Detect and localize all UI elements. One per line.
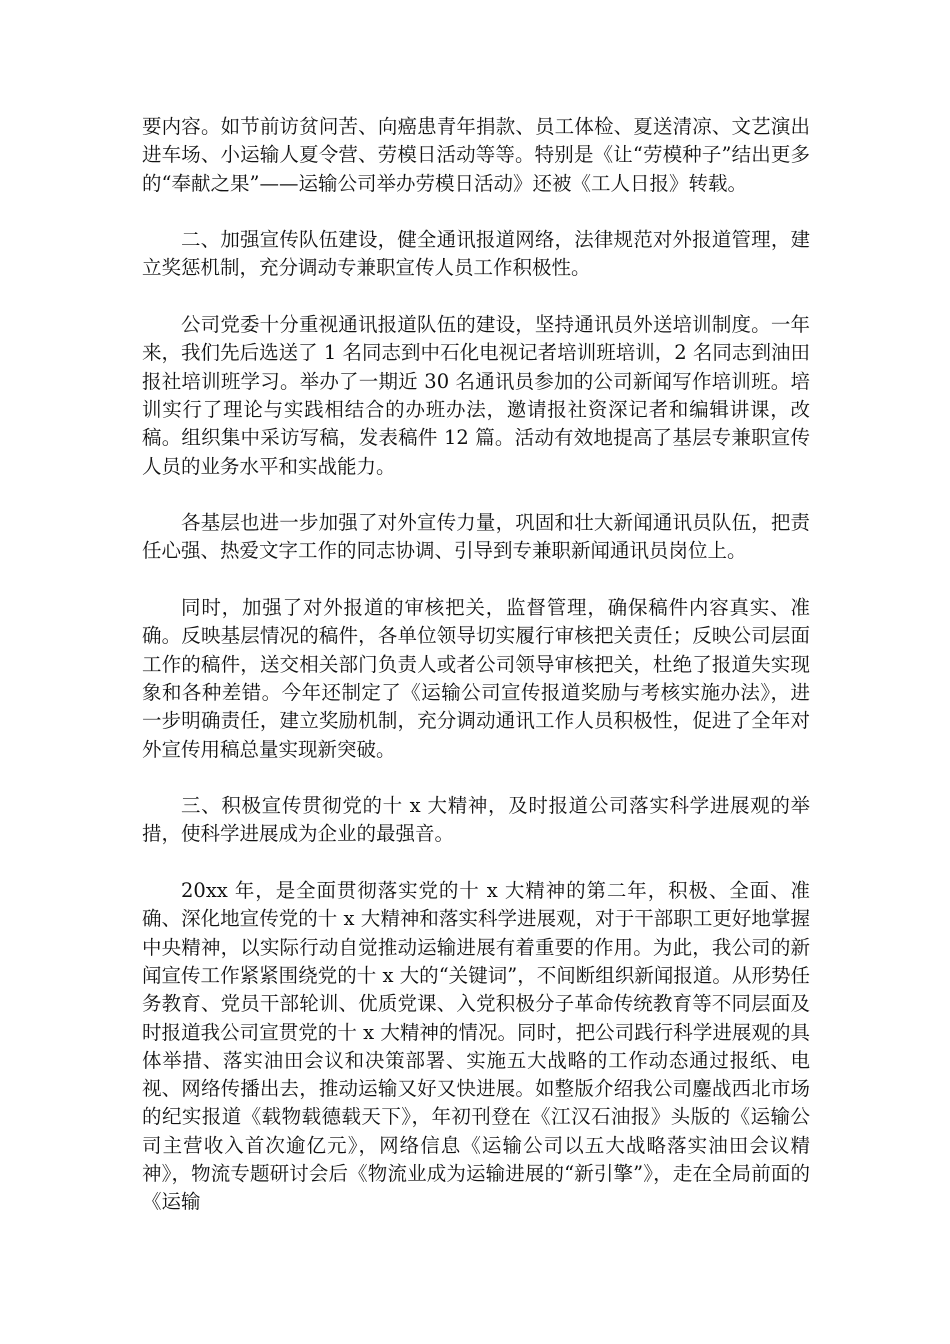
paragraph-grassroots: 各基层也进一步加强了对外宣传力量，巩固和壮大新闻通讯员队伍，把责任心强、热爱文字工作的同志协调、引导到专兼职新闻通讯员岗位上。 bbox=[142, 511, 810, 563]
paragraph-gap bbox=[142, 764, 810, 792]
section-heading-3: 三、积极宣传贯彻党的十 x 大精神，及时报道公司落实科学进展观的举措，使科学进展成为企业的最强音。 bbox=[142, 794, 810, 846]
paragraph-gap bbox=[142, 198, 810, 226]
paragraph-review: 同时，加强了对外报道的审核把关，监督管理，确保稿件内容真实、准确。反映基层情况的稿件，各单位领导切实履行审核把关责任；反映公司层面工作的稿件，送交相关部门负责人或者公司领导审核把关，杜绝了报道失实现象和各种差错。今年还制定了《运输公司宣传报道奖励与考核实施办法》，进一步明确责任，建立奖励机制，充分调动通讯工作人员积极性，促进了全年对外宣传用稿总量实现新突破。 bbox=[142, 596, 810, 761]
paragraph-training: 公司党委十分重视通讯报道队伍的建设，坚持通讯员外送培训制度。一年来，我们先后选送了 1 名同志到中石化电视记者培训班培训，2 名同志到油田报社培训班学习。举办了一期近 30 名通讯员参加的公司新闻写作培训班。培训实行了理论与实践相结合的办班办法，邀请报社资深记者和编辑讲课，改稿。组织集中采访写稿，发表稿件 12 篇。活动有效地提高了基层专兼职宣传人员的业务水平和实战能力。 bbox=[142, 313, 810, 478]
paragraph-spirit: 20xx 年，是全面贯彻落实党的十 x 大精神的第二年，积极、全面、准确、深化地宣传党的十 x 大精神和落实科学进展观，对于干部职工更好地掌握中央精神，以实际行动自觉推动运输进展有着重要的作用。为此，我公司的新闻宣传工作紧紧围绕党的十 x 大的“关键词”，不间断组织新闻报道。从形势任务教育、党员干部轮训、优质党课、入党积极分子革命传统教育等不同层面及时报道我公司宣贯党的十 x 大精神的情况。同时，把公司践行科学进展观的具体举措、落实油田会议和决策部署、实施五大战略的工作动态通过报纸、电视、网络传播出去，推动运输又好又快进展。如整版介绍我公司鏖战西北市场的纪实报道《载物载德载天下》，年初刊登在《江汉石油报》头版的《运输公司主营收入首次逾亿元》，网络信息《运输公司以五大战略落实油田会议精神》，物流专题研讨会后《物流业成为运输进展的“新引擎”》，走在全局前面的《运输 bbox=[142, 879, 810, 1214]
paragraph-gap bbox=[142, 481, 810, 509]
document-page bbox=[142, 113, 810, 1217]
section-heading-2: 二、加强宣传队伍建设，健全通讯报道网络，法律规范对外报道管理，建立奖惩机制，充分调动专兼职宣传人员工作积极性。 bbox=[142, 228, 810, 280]
paragraph-continuation: 要内容。如节前访贫问苦、向癌患青年捐款、员工体检、夏送清凉、文艺演出进车场、小运输人夏令营、劳模日活动等等。特别是《让“劳模种子”结出更多的“奉献之果”——运输公司举办劳模日活动》还被《工人日报》转载。 bbox=[142, 115, 810, 195]
paragraph-gap bbox=[142, 849, 810, 877]
paragraph-gap bbox=[142, 283, 810, 311]
paragraph-gap bbox=[142, 566, 810, 594]
